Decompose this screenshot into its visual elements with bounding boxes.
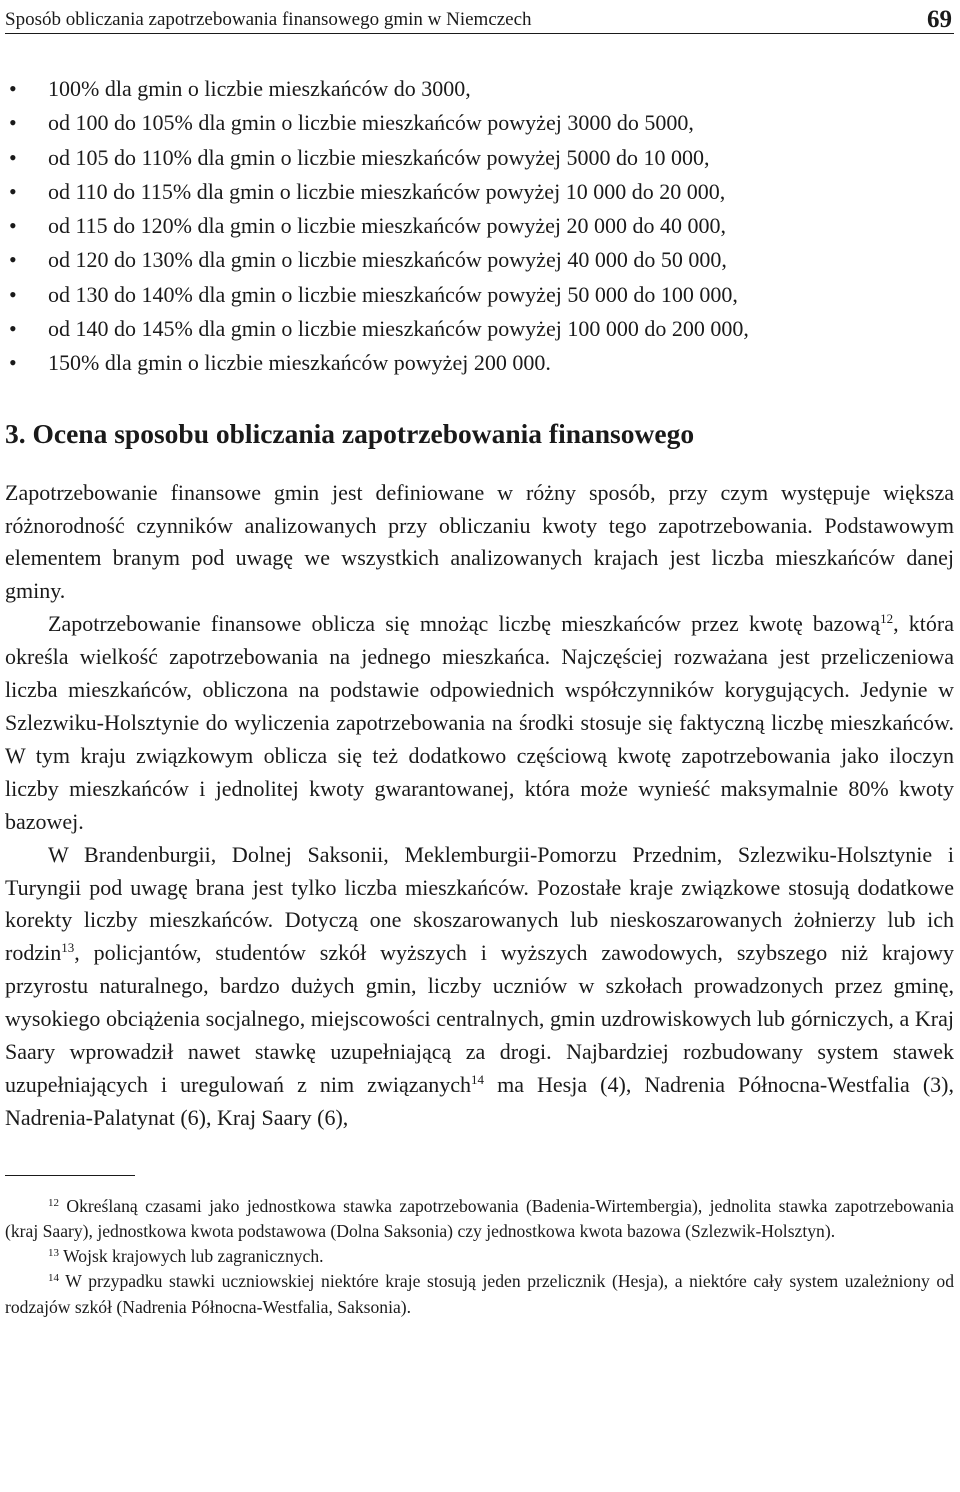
footnote-ref-14[interactable]: 14: [471, 1071, 485, 1087]
footnote-14: [5, 1269, 954, 1319]
paragraph-3: [5, 839, 954, 1135]
list-item: • od 140 do 145% dla gmin o liczbie mieszkańców powyżej 100 000 do 200 000,: [5, 312, 954, 346]
footnote-text: Określaną czasami jako jednostkowa stawka zapotrzebowania (Badenia-Wirtembergia), jednolita stawka zapotrzebowania (kraj Saary), jednostkowa kwota podstawowa (Dolna Saksonia) czy jednostkowa kwota bazowa (Szlezwik-Holsztyn).: [5, 1195, 954, 1241]
list-item: • 150% dla gmin o liczbie mieszkańców powyżej 200 000.: [5, 346, 954, 380]
paragraph-1: Zapotrzebowanie finansowe gmin jest definiowane w różny sposób, przy czym występuje większa różnorodność czynników analizowanych przy obliczaniu kwoty tego zapotrzebowania. Podstawowym elementem branym pod uwagę we wszystkich analizowanych krajach jest liczba mieszkańców danej gminy.: [5, 479, 954, 604]
list-item: • od 115 do 120% dla gmin o liczbie mieszkańców powyżej 20 000 do 40 000,: [5, 209, 954, 243]
list-item: • od 110 do 115% dla gmin o liczbie mieszkańców powyżej 10 000 do 20 000,: [5, 175, 954, 209]
footnote-13: [5, 1244, 954, 1269]
percentage-list: [5, 72, 954, 381]
list-item: • od 120 do 130% dla gmin o liczbie mieszkańców powyżej 40 000 do 50 000,: [5, 243, 954, 277]
footnote-number: 13: [48, 1247, 59, 1260]
paragraph-2-part-a: Zapotrzebowanie finansowe oblicza się mnożąc liczbę mieszkańców przez kwotę bazową: [48, 611, 881, 637]
paragraph-2: [5, 608, 954, 838]
footnotes: [5, 1194, 954, 1320]
list-item: • od 105 do 110% dla gmin o liczbie mieszkańców powyżej 5000 do 10 000,: [5, 141, 954, 175]
list-item: • od 130 do 140% dla gmin o liczbie mieszkańców powyżej 50 000 do 100 000,: [5, 278, 954, 312]
footnote-divider: [5, 1175, 135, 1176]
footnote-12: [5, 1194, 954, 1244]
paragraph-2-part-b: , która określa wielkość zapotrzebowania na jednego mieszkańca. Najczęściej rozważana jest przeliczeniowa liczba mieszkańców, obliczona na podstawie odpowiednich współczynników korygujących. Jedynie w Szlezwiku-Holsztynie do wyliczenia zapotrzebowania na środki stosuje się faktyczną liczbę mieszkańców. W tym kraju związkowym oblicza się też dodatkowo częściową kwotę zapotrzebowania jako iloczyn liczby mieszkańców i jednolitej kwoty gwarantowanej, która może wynieść maksymalnie 80% kwoty bazowej.: [5, 611, 954, 834]
running-title: Sposób obliczania zapotrzebowania finansowego gmin w Niemczech: [5, 9, 532, 30]
footnote-text: Wojsk krajowych lub zagranicznych.: [63, 1246, 324, 1267]
footnote-text: W przypadku stawki uczniowskiej niektóre kraje stosują jeden przelicznik (Hesja), a niektóre cały system uzależniony od rodzajów szkół (Nadrenia Północna-Westfalia, Saksonia).: [5, 1271, 954, 1317]
running-header: [5, 0, 954, 34]
footnote-ref-12[interactable]: 12: [880, 611, 894, 627]
footnote-number: 14: [48, 1272, 59, 1285]
footnote-ref-13[interactable]: 13: [61, 940, 75, 956]
page-number: 69: [927, 6, 952, 33]
paragraph-3-part-a: W Brandenburgii, Dolnej Saksonii, Meklemburgii-Pomorzu Przednim, Szlezwiku-Holsztynie i Turyngii pod uwagę brana jest tylko liczba mieszkańców. Pozostałe kraje związkowe stosują dodatkowe korekty liczby mieszkańców. Dotyczą one skoszarowanych lub nieskoszarowanych żołnierzy lub ich rodzin: [5, 841, 954, 966]
section-heading: 3. Ocena sposobu obliczania zapotrzebowania finansowego: [5, 417, 695, 449]
paragraph-3-part-c: ma Hesja (4), Nadrenia Północna-Westfalia (3), Nadrenia-Palatynat (6), Kraj Saary (6),: [5, 1071, 954, 1130]
body-text: [5, 477, 954, 1135]
paragraph-3-part-b: , policjantów, studentów szkół wyższych i wyższych zawodowych, szybszego niż krajowy przyrostu naturalnego, bardzo dużych gmin, liczby uczniów w szkołach prowadzonych przez gminę, wysokiego obciążenia socjalnego, miejscowości centralnych, gmin uzdrowiskowych lub górniczych, a Kraj Saary wprowadził nawet stawkę uzupełniającą za drogi. Najbardziej rozbudowany system stawek uzupełniających i uregulowań z nim związanych: [5, 940, 954, 1097]
footnote-number: 12: [48, 1196, 59, 1209]
list-item: • od 100 do 105% dla gmin o liczbie mieszkańców powyżej 3000 do 5000,: [5, 106, 954, 140]
list-item: • 100% dla gmin o liczbie mieszkańców do 3000,: [5, 72, 954, 106]
